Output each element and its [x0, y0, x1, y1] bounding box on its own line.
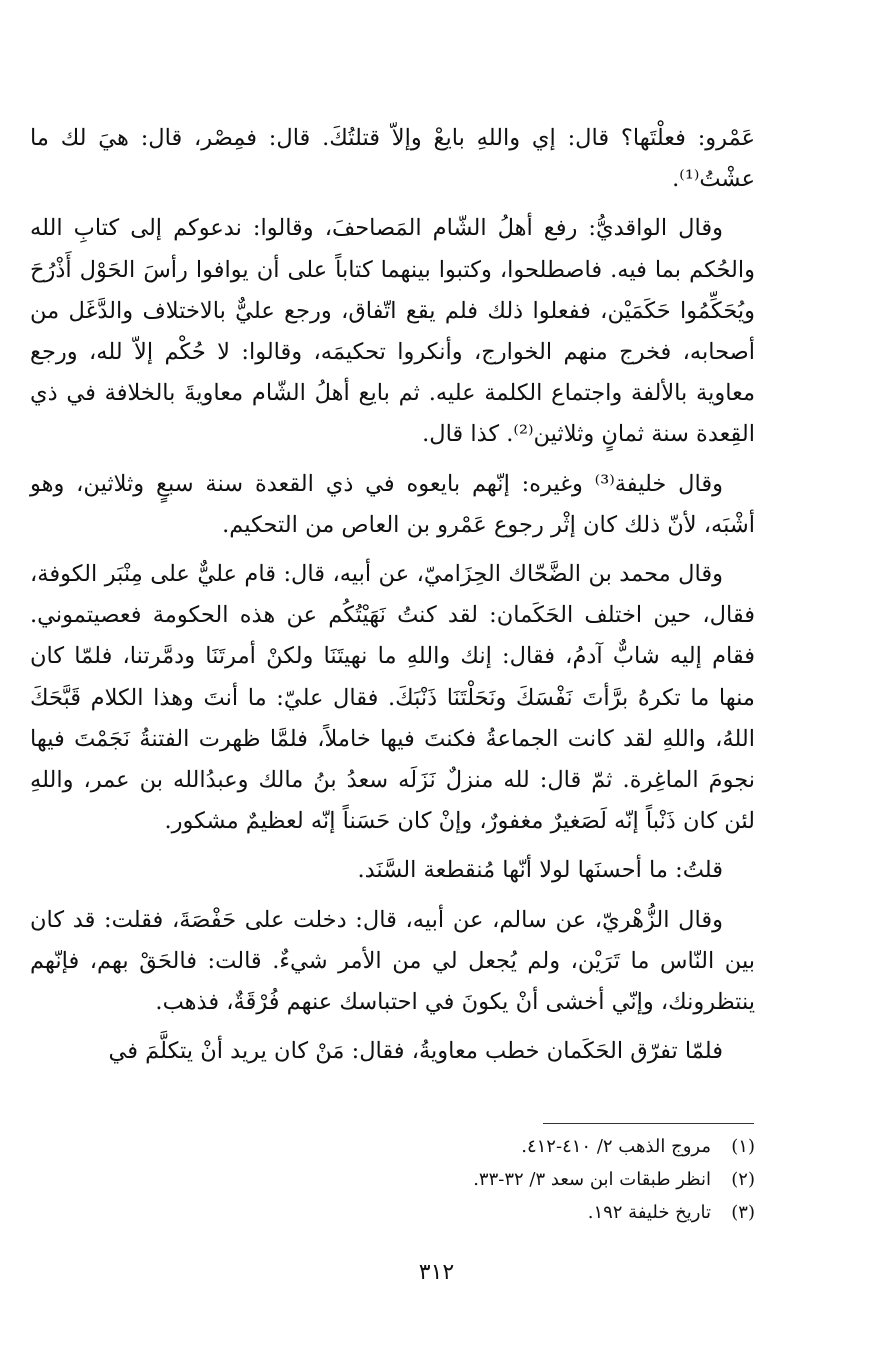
- paragraph-5: قلتُ: ما أحسنَها لولا أنّها مُنقطعة السَّنَد.: [357, 857, 723, 884]
- paragraph-2: وقال الواقديُّ: رفع أهلُ الشّام المَصاحفَ، وقالوا: ندعوكم إلى كتابِ الله والحُكم بما فيه. فاصطلحوا، وكتبوا بينهما كتاباً على أن يوافوا رأسَ الحَوْل أَذْرُحَ ويُحَكِّمُوا حَكَمَيْن، ففعلوا ذلك فلم يقع اتّفاق، ورجع عليٌّ بالاختلاف والدَّغَل من أصحابه، فخرج منهم الخوارج، وأنكروا تحكيمَه، وقالوا: لا حُكْم إلاّ لله، ورجع معاوية بالألفة واجتماع الكلمة عليه. ثم بايع أهلُ الشّام معاويةَ بالخلافة في ذي القِعدة سنة ثمانٍ وثلاثين⁽²⁾. كذا قال.: [30, 215, 755, 448]
- footnote-3: [30, 1196, 755, 1229]
- paragraph-3: وقال خليفة⁽³⁾ وغيره: إنّهم بايعوه في ذي القعدة سنة سبعٍ وثلاثين، وهو أشْبَه، لأنّ ذلك كان إثْر رجوع عَمْرو بن العاص من التحكيم.: [30, 470, 755, 538]
- footnote-number: (٣): [731, 1202, 755, 1223]
- footnote-number: (٢): [731, 1169, 755, 1190]
- footnote-1: [30, 1130, 755, 1163]
- footnote-2: [30, 1163, 755, 1196]
- footnote-text: تاريخ خليفة ١٩٢.: [587, 1202, 711, 1223]
- paragraph-7: فلمّا تفرّق الحَكَمان خطب معاويةُ، فقال: مَنْ كان يريد أنْ يتكلَّمَ في: [108, 1038, 723, 1065]
- footnote-text: مروج الذهب ٢/ ٤١٠-٤١٢.: [521, 1136, 711, 1157]
- footnote-number: (١): [731, 1136, 755, 1157]
- footnote-separator: [543, 1123, 754, 1124]
- paragraph-1: عَمْرو: فعلْتَها؟ قال: إي واللهِ بايعْ وإلاّ قتلتُكَ. قال: فمِصْر، قال: هيَ لك ما عشْتُ⁽¹⁾.: [30, 125, 755, 193]
- footnote-text: انظر طبقات ابن سعد ٣/ ٣٢-٣٣.: [473, 1169, 711, 1190]
- footnotes: [30, 1130, 755, 1229]
- page-body: [30, 118, 755, 1080]
- page-number: ٣١٢: [418, 1260, 455, 1285]
- paragraph-6: وقال الزُّهْريّ، عن سالم، عن أبيه، قال: دخلت على حَفْصَةَ، فقلت: قد كان بين النّاس ما تَرَيْن، ولم يُجعل لي من الأمر شيءٌ. قالت: فالحَقْ بهم، فإنّهم ينتظرونك، وإنّي أخشى أنْ يكونَ في احتباسك عنهم فُرْقَةٌ، فذهب.: [30, 906, 755, 1016]
- paragraph-4: وقال محمد بن الضَّحّاك الحِزَاميّ، عن أبيه، قال: قام عليٌّ على مِنْبَر الكوفة، فقال، حين اختلف الحَكَمان: لقد كنتُ نَهَيْتُكُم عن هذه الحكومة فعصيتموني. فقام إليه شابٌّ آدمُ، فقال: إنك واللهِ ما نهيتَنَا ولكنْ أمرتَنَا ودمَّرتنا، فلمّا كان منها ما تكرهُ برَّأتَ نَفْسَكَ ونَحَلْتَنَا ذَنْبَكَ. فقال عليّ: ما أنتَ وهذا الكلام قَبَّحَكَ اللهُ، واللهِ لقد كانت الجماعةُ فكنتَ فيها خاملاً، فلمَّا ظهرت الفتنةُ نَجَمْتَ فيها نجومَ الماغِرة. ثمّ قال: لله منزلٌ نَزَلَه سعدُ بنُ مالك وعبدُالله بن عمر، واللهِ لئن كان ذَنْباً إنّه لَصَغيرٌ مغفورٌ، وإنْ كان حَسَناً إنّه لعظيمٌ مشكور.: [30, 561, 755, 835]
